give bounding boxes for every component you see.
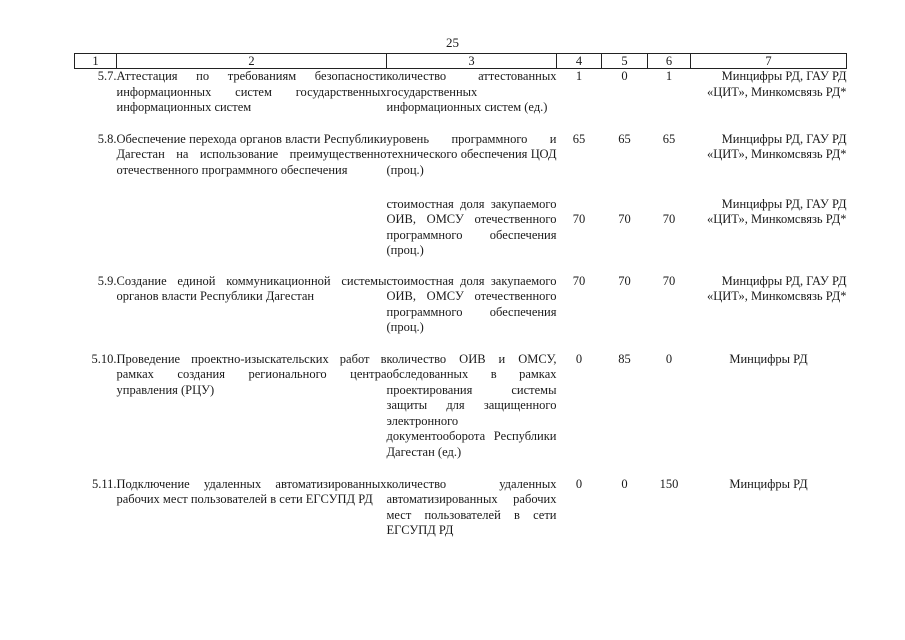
activity-name: Проведение проектно-изыскательских работ в рамках создания регионального центра управления (РЦУ) xyxy=(116,351,387,397)
executor: Минцифры РД xyxy=(729,476,808,491)
col-header-1: 1 xyxy=(75,54,117,69)
table-row xyxy=(75,132,847,197)
indicator: количество удаленных автоматизированных рабочих мест пользователей в сети ЕГСУПД РД xyxy=(386,476,557,537)
executor: Минцифры РД, ГАУ РД «ЦИТ», Минкомсвязь РД* xyxy=(706,196,847,226)
row-number: 5.8. xyxy=(97,131,117,146)
col-header-3: 3 xyxy=(387,54,557,69)
col-header-6: 6 xyxy=(648,54,691,69)
value-col5: 70 xyxy=(618,273,631,288)
row-number: 5.10. xyxy=(91,351,117,366)
row-number xyxy=(75,197,117,274)
table-row xyxy=(75,197,847,274)
activity-name: Создание единой коммуникационной системы органов власти Республики Дагестан xyxy=(116,273,387,303)
indicator: стоимостная доля закупаемого ОИВ, ОМСУ отечественного программного обеспечения (проц.) xyxy=(386,273,557,334)
activity-name: Обеспечение перехода органов власти Республики Дагестан на использование преимущественно отечественного программного обеспечения xyxy=(116,131,387,177)
value-col5: 70 xyxy=(618,211,631,226)
value-col6: 70 xyxy=(662,273,676,288)
indicator: стоимостная доля закупаемого ОИВ, ОМСУ отечественного программного обеспечения (проц.) xyxy=(386,196,557,257)
col-header-5: 5 xyxy=(602,54,648,69)
col-header-2: 2 xyxy=(117,54,387,69)
value-col4: 0 xyxy=(575,351,583,366)
plan-table xyxy=(74,53,847,542)
value-col4: 70 xyxy=(572,211,586,226)
indicator: количество ОИВ и ОМСУ, обследованных в рамках проектирования системы защиты для защищенного электронного документооборота Республики Дагестан (ед.) xyxy=(386,351,557,459)
value-col5: 0 xyxy=(621,476,628,491)
value-col6: 70 xyxy=(662,211,676,226)
table-row xyxy=(75,274,847,352)
value-col4: 70 xyxy=(572,273,586,288)
value-col6: 0 xyxy=(665,351,673,366)
value-col5: 65 xyxy=(618,131,631,146)
value-col5: 85 xyxy=(618,351,631,366)
table-row xyxy=(75,477,847,542)
header-row xyxy=(75,54,847,69)
table-row xyxy=(75,352,847,477)
activity-name xyxy=(117,197,387,274)
value-col6: 150 xyxy=(659,476,679,491)
executor: Минцифры РД, ГАУ РД «ЦИТ», Минкомсвязь РД* xyxy=(706,131,847,161)
row-number: 5.11. xyxy=(91,476,117,491)
table-row xyxy=(75,69,847,132)
col-header-7: 7 xyxy=(691,54,847,69)
value-col6: 65 xyxy=(662,131,676,146)
value-col5: 0 xyxy=(621,69,628,83)
value-col4: 65 xyxy=(572,131,586,146)
activity-name: Подключение удаленных автоматизированных рабочих мест пользователей в сети ЕГСУПД РД xyxy=(116,476,387,506)
value-col4: 0 xyxy=(575,476,583,491)
row-number: 5.9. xyxy=(97,273,117,288)
col-header-4: 4 xyxy=(557,54,602,69)
executor: Минцифры РД, ГАУ РД «ЦИТ», Минкомсвязь РД* xyxy=(706,273,847,303)
value-col4: 1 xyxy=(575,69,583,83)
executor: Минцифры РД xyxy=(729,351,808,366)
indicator: количество аттестованных государственных информационных систем (ед.) xyxy=(386,69,557,114)
activity-name: Аттестация по требованиям безопасности информационных систем государственных информационных систем xyxy=(116,69,387,114)
page-number: 25 xyxy=(446,35,459,50)
indicator: уровень программного и технического обеспечения ЦОД (проц.) xyxy=(386,131,557,177)
value-col6: 1 xyxy=(665,69,673,83)
executor: Минцифры РД, ГАУ РД «ЦИТ», Минкомсвязь РД* xyxy=(706,69,847,99)
row-number: 5.7. xyxy=(97,69,117,83)
